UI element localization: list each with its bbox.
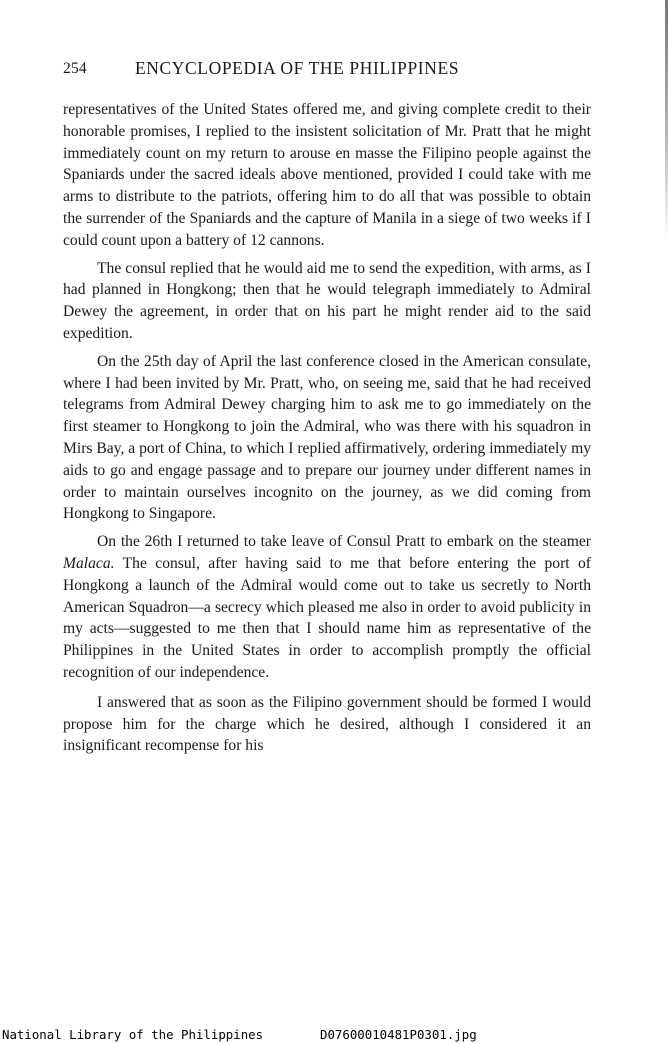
paragraph-4-start: On the 26th I returned to take leave of Consul Pratt to embark on the steamer (97, 533, 591, 551)
paragraph-4-end: The consul, after having said to me that before entering the port of Hongkong a launch of the Admiral would come out to take us secretly to North American Squadron—a secrecy which pleased me also in order to avoid publicity in my acts—suggested to me then that I should name him as representative of the Philippines in the United States in order to accomplish promptly the official recognition of our independence. (63, 554, 591, 681)
paragraph-3: On the 25th day of April the last conference closed in the American consulate, where I had been invited by Mr. Pratt, who, on seeing me, said that he had received telegrams from Admiral Dewey charging him to ask me to go immediately on the first steamer to Hongkong to join the Admiral, who was there with his squadron in Mirs Bay, a port of China, to which I replied affirmatively, ordering immediately my aids to go and engage passage and to prepare our journey under different names in order to maintain ourselves incognito on the journey, as we did coming from Hongkong to Singapore. (63, 352, 591, 523)
paragraph-1: representatives of the United States offered me, and giving complete credit to their honorable promises, I replied to the insistent solicitation of Mr. Pratt that he might immediately count on my return to arouse en masse the Filipino people against the Spaniards under the sacred ideals above mentioned, provided I could take with me arms to distribute to the patriots, offering him to do all that was possible to obtain the surrender of the Spaniards and the capture of Manila in a siege of two weeks if I could count upon a battery of 12 cannons. (63, 101, 591, 249)
running-title: ENCYCLOPEDIA OF THE PHILIPPINES (135, 58, 460, 78)
page-number: 254 (63, 60, 87, 77)
scan-footer (2, 1027, 662, 1044)
running-header (63, 58, 593, 84)
paragraph-2: The consul replied that he would aid me to send the expedition, with arms, as I had planned in Hongkong; then that he would telegraph immediately to Admiral Dewey the agreement, in order that on his part he might render aid to the said expedition. (63, 259, 591, 342)
ship-name: Malaca. (63, 554, 115, 572)
library-credit: National Library of the Philippines (2, 1027, 264, 1042)
paragraph-5: I answered that as soon as the Filipino government should be formed I would propose him for the charge which he desired, although I considered it an insignificant recompense for his (63, 693, 591, 755)
body-text (63, 99, 591, 763)
paragraph-4 (63, 531, 591, 684)
scan-filename: D07600010481P0301.jpg (320, 1027, 477, 1042)
